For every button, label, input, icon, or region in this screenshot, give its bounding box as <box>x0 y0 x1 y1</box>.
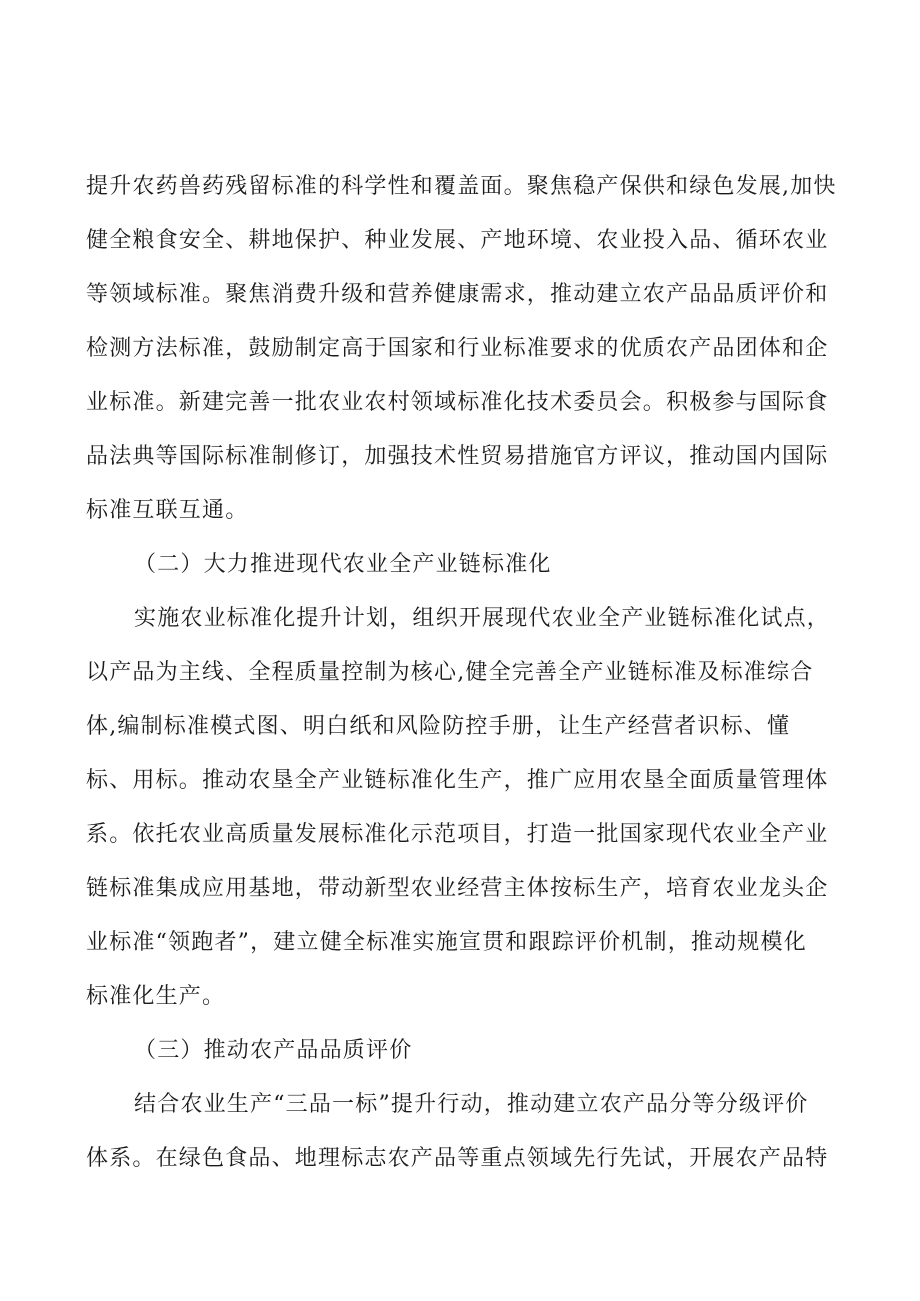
paragraph-line: 品法典等国际标准制修订，加强技术性贸易措施官方评议，推动国内国际 <box>86 444 829 469</box>
paragraph-line: 结合农业生产“三品一标”提升行动，推动建立农产品分等分级评价 <box>134 1092 809 1117</box>
section-heading: （三）推动农产品品质评价 <box>134 1038 413 1063</box>
paragraph-line: 业标准。新建完善一批农业农村领域标准化技术委员会。积极参与国际食 <box>86 390 829 415</box>
paragraph-line: 等领域标准。聚焦消费升级和营养健康需求，推动建立农产品品质评价和 <box>86 282 829 307</box>
paragraph-line: 标、用标。推动农垦全产业链标准化生产，推广应用农垦全面质量管理体 <box>86 768 829 793</box>
paragraph-line: 系。依托农业高质量发展标准化示范项目，打造一批国家现代农业全产业 <box>86 822 829 847</box>
paragraph-line: 标准互联互通。 <box>86 498 249 523</box>
paragraph-line: 提升农药兽药残留标准的科学性和覆盖面。聚焦稳产保供和绿色发展,加快 <box>86 174 837 199</box>
section-heading: （二）大力推进现代农业全产业链标准化 <box>134 552 552 577</box>
paragraph-line: 实施农业标准化提升计划，组织开展现代农业全产业链标准化试点， <box>134 606 831 631</box>
paragraph-line: 标准化生产。 <box>86 984 226 1009</box>
paragraph-line: 检测方法标准，鼓励制定高于国家和行业标准要求的优质农产品团体和企 <box>86 336 829 361</box>
paragraph-line: 以产品为主线、全程质量控制为核心,健全完善全产业链标准及标准综合 <box>86 660 814 685</box>
paragraph-line: 业标准“领跑者”，建立健全标准实施宣贯和跟踪评价机制，推动规模化 <box>86 930 807 955</box>
paragraph-line: 链标准集成应用基地，带动新型农业经营主体按标生产，培育农业龙头企 <box>86 876 829 901</box>
paragraph-line: 体,编制标准模式图、明白纸和风险防控手册，让生产经营者识标、懂 <box>86 714 791 739</box>
paragraph-line: 健全粮食安全、耕地保护、种业发展、产地环境、农业投入品、循环农业 <box>86 228 829 253</box>
paragraph-line: 体系。在绿色食品、地理标志农产品等重点领域先行先试，开展农产品特 <box>86 1146 829 1171</box>
